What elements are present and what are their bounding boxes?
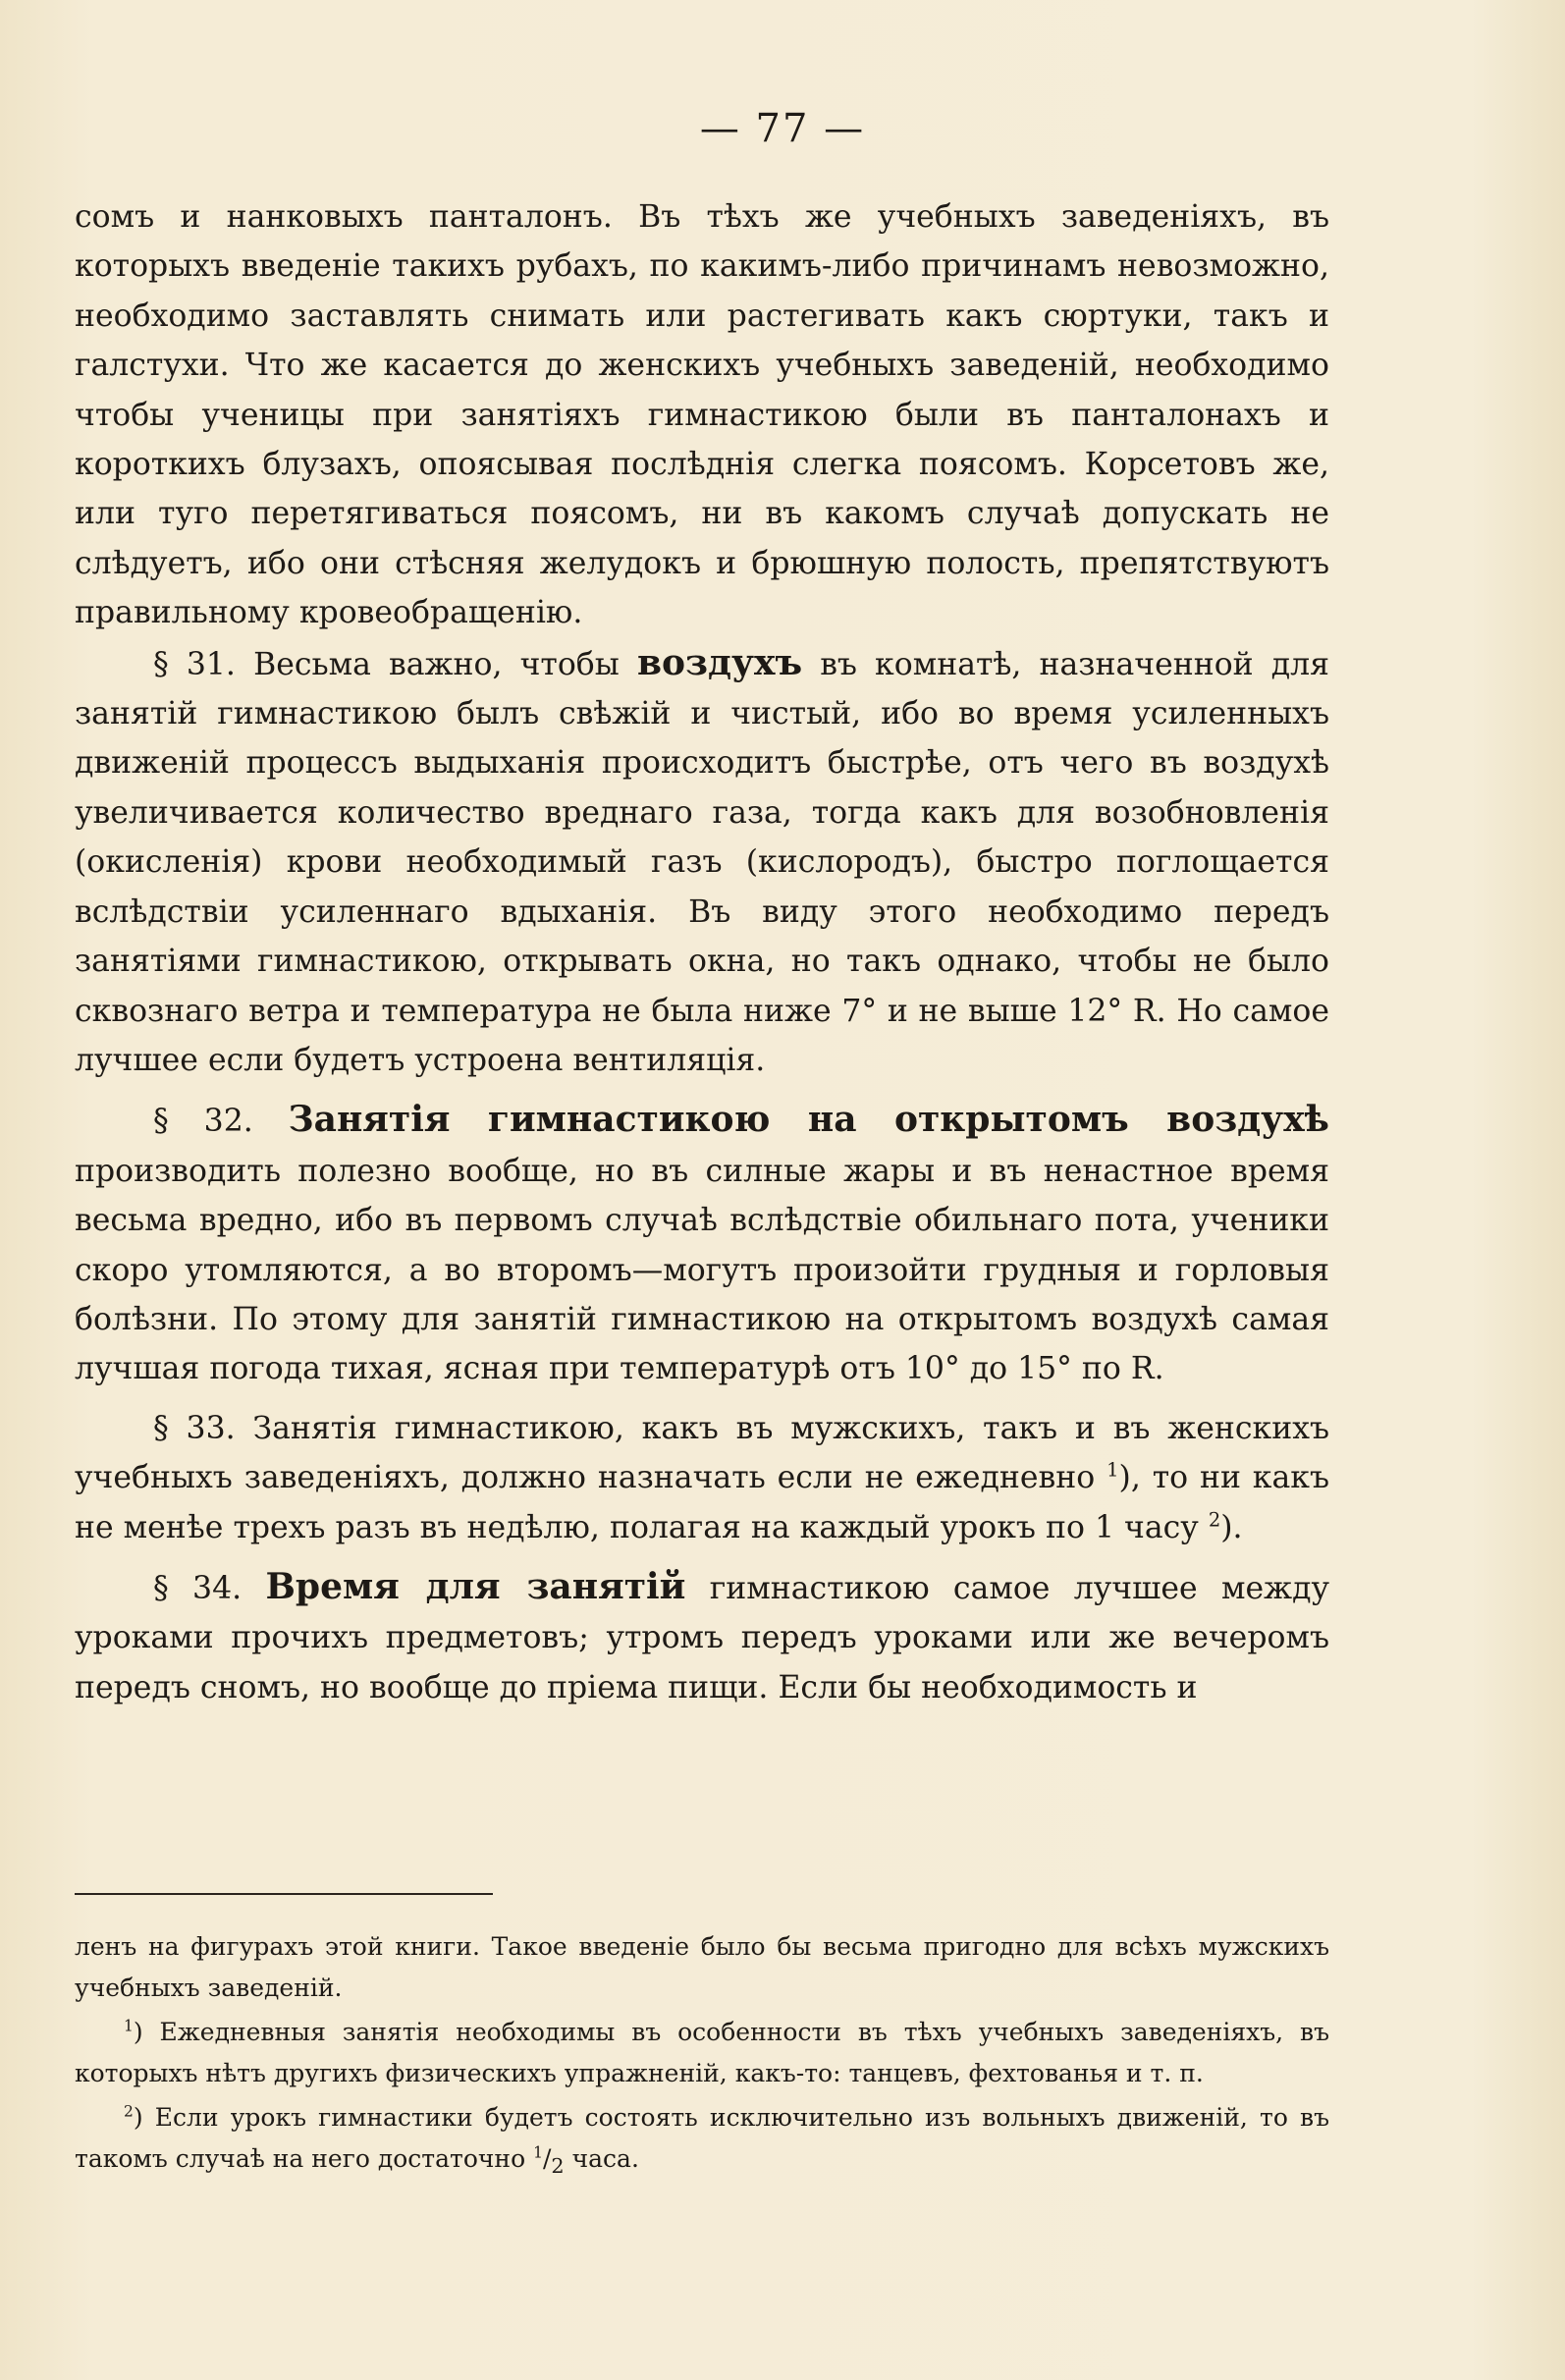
fraction-slash: /: [542, 2143, 552, 2173]
emphasis-term: Время для занятій: [265, 1565, 686, 1607]
paragraph-text: ), то ни какъ не менѣе трехъ разъ въ недѣлю, полагая на каждый урокъ по 1 часу: [75, 1460, 1330, 1545]
paragraph-section-34: [75, 1562, 1329, 1712]
footnote-1: [75, 2012, 1329, 2093]
section-number: § 31.: [153, 646, 236, 682]
section-number: § 33.: [153, 1410, 236, 1446]
footnote-text: ) Ежедневныя занятія необходимы въ особенности въ тѣхъ учебныхъ заведеніяхъ, въ которыхъ нѣтъ другихъ физическихъ упражненій, какъ-то: танцевъ, фехтованья и т. п.: [75, 2018, 1329, 2087]
paragraph-text: Занятія гимнастикою, какъ въ мужскихъ, такъ и въ женскихъ учебныхъ заведеніяхъ, должно назначать если не ежедневно: [75, 1410, 1330, 1496]
paragraph-section-33: [75, 1404, 1329, 1552]
fraction-numerator: 1: [533, 2143, 543, 2162]
main-text: [75, 192, 1329, 1712]
paragraph-continuation: сомъ и нанковыхъ панталонъ. Въ тѣхъ же учебныхъ заведеніяхъ, въ которыхъ введеніе такихъ рубахъ, по какимъ-либо причинамъ невозможно, необходимо заставлять снимать или растегивать какъ сюртуки, такъ и галстухи. Что же касается до женскихъ учебныхъ заведеній, необходимо чтобы ученицы при занятіяхъ гимнастикою были въ панталонахъ и короткихъ блузахъ, опоясывая послѣднія слегка поясомъ. Корсетовъ же, или туго перетягиваться поясомъ, ни въ какомъ случаѣ допускать не слѣдуетъ, ибо они стѣсняя желудокъ и брюшную полость, препятствуютъ правильному кровеобращенію.: [75, 199, 1329, 631]
paragraph-text: гимнастикою самое лучшее между уроками прочихъ предметовъ; утромъ передъ уроками или же вечеромъ передъ сномъ, но вообще до пріема пищи. Если бы необходимость и: [75, 1570, 1330, 1705]
footnote-text: часа.: [571, 2143, 639, 2173]
paragraph-text: ).: [1220, 1509, 1243, 1545]
paragraph-text: Весьма важно, чтобы: [253, 646, 620, 682]
fraction-denominator: 2: [551, 2153, 565, 2178]
footnote-mark: 2: [124, 2102, 134, 2121]
footnote-divider: [75, 1893, 493, 1895]
footnote-ref-1: 1: [1106, 1458, 1119, 1482]
footnote-2: [75, 2097, 1329, 2187]
paragraph-text: производить полезно вообще, но въ силные жары и въ ненастное время весьма вредно, ибо въ первомъ случаѣ вслѣдствіе обильнаго пота, ученики скоро утомляются, а во второмъ—могутъ произойти грудныя и горловыя болѣзни. По этому для занятій гимнастикою на открытомъ воздухѣ самая лучшая погода тихая, ясная при температурѣ отъ 10° до 15° по R.: [75, 1153, 1329, 1387]
paragraph-section-31: [75, 638, 1329, 1086]
emphasis-term: воздухъ: [636, 641, 803, 683]
section-number: § 32.: [153, 1104, 253, 1140]
footnote-mark: 1: [124, 2017, 134, 2035]
emphasis-term: Занятія гимнастикою на открытомъ воздухѣ: [288, 1099, 1329, 1141]
paragraph-section-32: [75, 1095, 1329, 1393]
footnote-ref-2: 2: [1208, 1508, 1221, 1532]
section-number: § 34.: [153, 1570, 243, 1606]
paragraph-text: въ комнатѣ, назначенной для занятій гимнастикою былъ свѣжій и чистый, ибо во время усиленныхъ движеній процессъ выдыханія происходитъ быстрѣе, отъ чего въ воздухѣ увеличивается количество вреднаго газа, тогда какъ для возобновленія (окисленія) крови необходимый газъ (кислородъ), быстро поглощается вслѣдствіи усиленнаго вдыханія. Въ виду этого необходимо передъ занятіями гимнастикою, открывать окна, но такъ однако, чтобы не было сквознаго ветра и температура не была ниже 7° и не выше 12° R. Но самое лучшее если будетъ устроена вентиляція.: [75, 646, 1330, 1078]
footnote-text: ) Если урокъ гимнастики будетъ состоять исключительно изъ вольныхъ движеній, то въ такомъ случаѣ на него достаточно: [75, 2103, 1329, 2173]
footnote-continuation: ленъ на фигурахъ этой книги. Такое введеніе было бы весьма пригодно для всѣхъ мужскихъ учебныхъ заведеній.: [75, 1932, 1329, 2002]
footnotes: [75, 1926, 1329, 2191]
page-number: — 77 —: [699, 106, 866, 151]
